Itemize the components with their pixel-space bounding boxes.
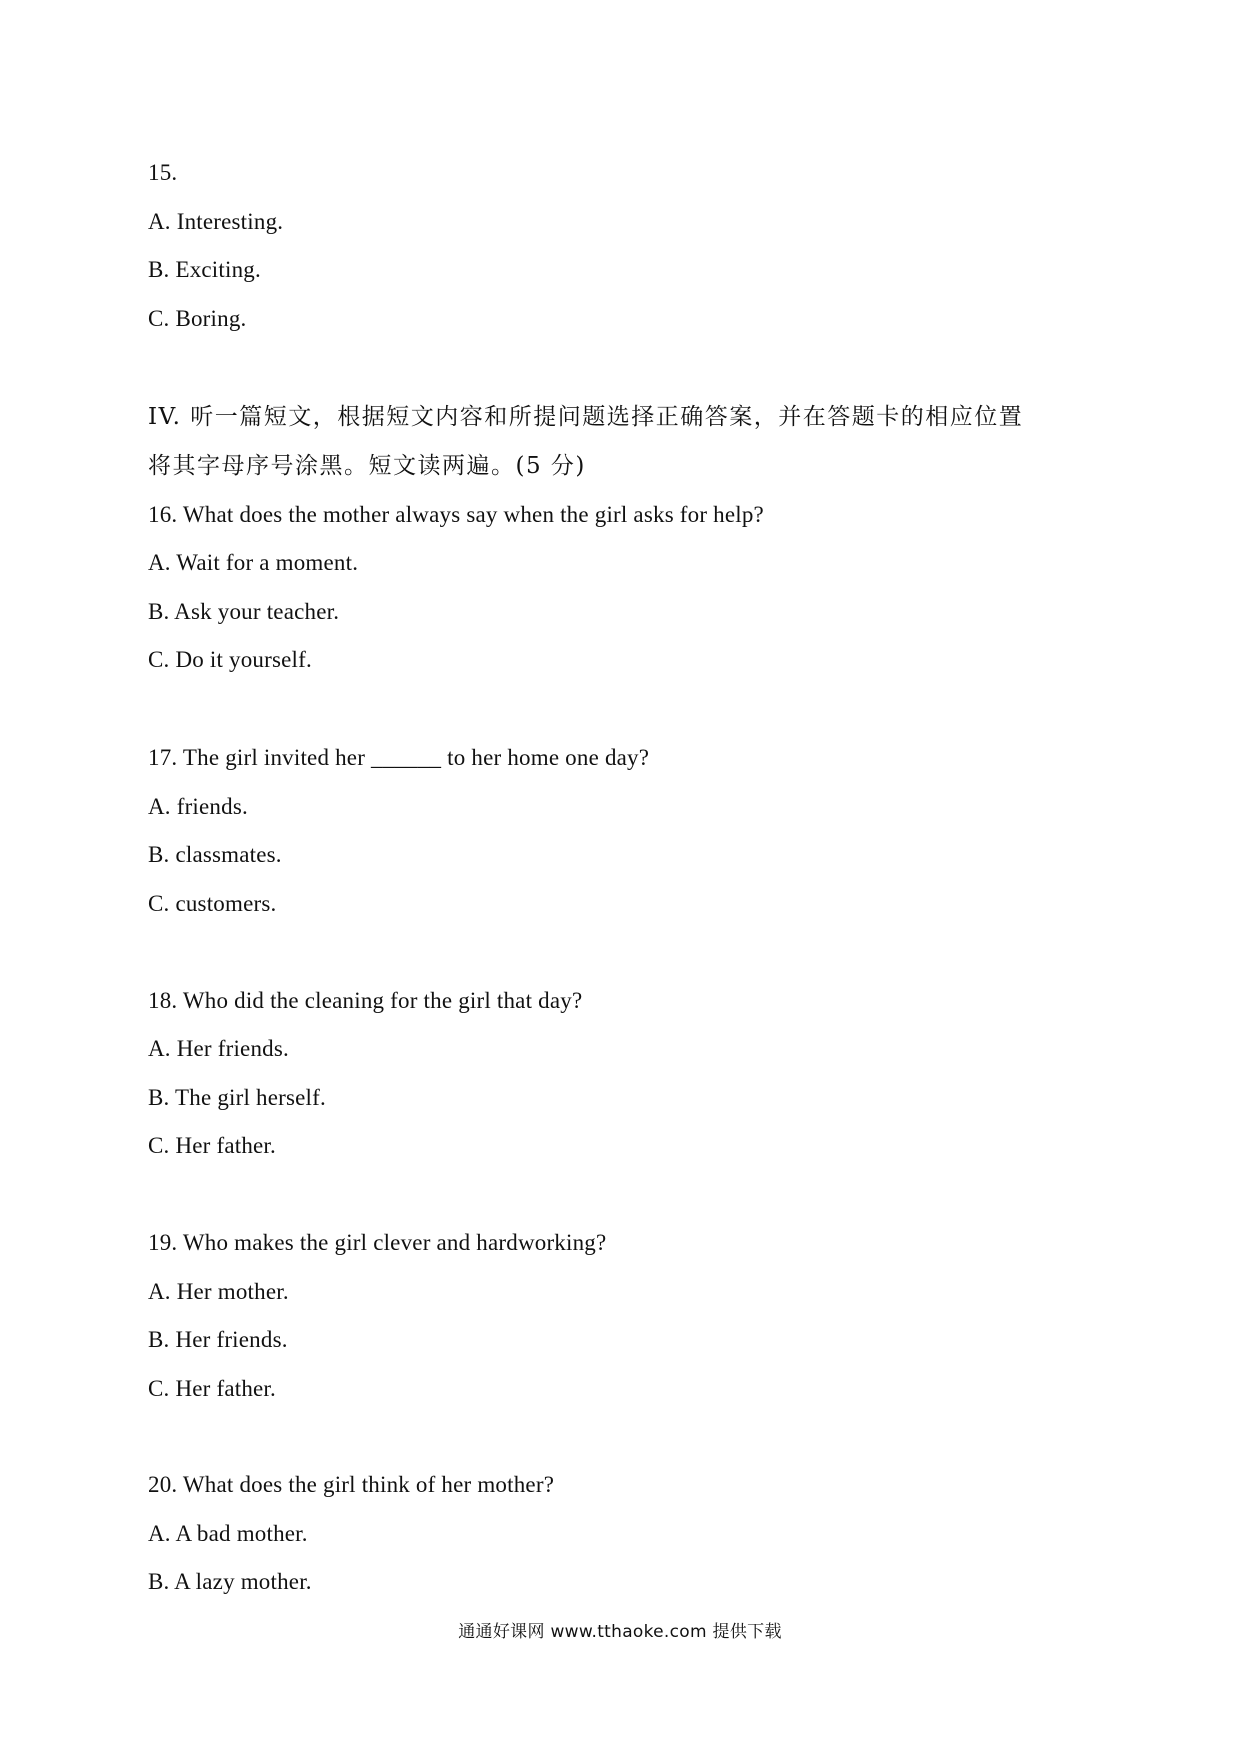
q19-option-b: B. Her friends. bbox=[148, 1327, 288, 1352]
q17-option-c: C. customers. bbox=[148, 891, 277, 916]
q20-option-a: A. A bad mother. bbox=[148, 1521, 308, 1546]
question-16-text: 16. What does the mother always say when the girl asks for help? bbox=[148, 502, 764, 527]
q16-option-b: B. Ask your teacher. bbox=[148, 599, 340, 624]
q16-option-c: C. Do it yourself. bbox=[148, 647, 312, 672]
q17-option-b: B. classmates. bbox=[148, 842, 282, 867]
question-18-text: 18. Who did the cleaning for the girl that day? bbox=[148, 988, 583, 1013]
q15-option-c: C. Boring. bbox=[148, 306, 247, 331]
section-4-instruction-line1: IV. 听一篇短文，根据短文内容和所提问题选择正确答案，并在答题卡的相应位置 bbox=[148, 404, 1024, 430]
q20-option-b: B. A lazy mother. bbox=[148, 1569, 312, 1594]
question-19-text: 19. Who makes the girl clever and hardworking? bbox=[148, 1230, 607, 1255]
page-footer-download-note: 通通好课网 www.tthaoke.com 提供下载 bbox=[458, 1622, 782, 1642]
q18-option-c: C. Her father. bbox=[148, 1133, 276, 1158]
q18-option-b: B. The girl herself. bbox=[148, 1085, 326, 1110]
question-20-text: 20. What does the girl think of her mother? bbox=[148, 1472, 555, 1497]
question-15-number: 15. bbox=[148, 160, 178, 185]
q17-option-a: A. friends. bbox=[148, 794, 248, 819]
q19-option-a: A. Her mother. bbox=[148, 1279, 289, 1304]
q19-option-c: C. Her father. bbox=[148, 1376, 276, 1401]
q18-option-a: A. Her friends. bbox=[148, 1036, 289, 1061]
q15-option-a: A. Interesting. bbox=[148, 209, 284, 234]
q16-option-a: A. Wait for a moment. bbox=[148, 550, 359, 575]
section-4-instruction-line2: 将其字母序号涂黑。短文读两遍。(5 分) bbox=[148, 453, 586, 479]
question-17-text: 17. The girl invited her ______ to her home one day? bbox=[148, 745, 650, 770]
q15-option-b: B. Exciting. bbox=[148, 257, 261, 282]
